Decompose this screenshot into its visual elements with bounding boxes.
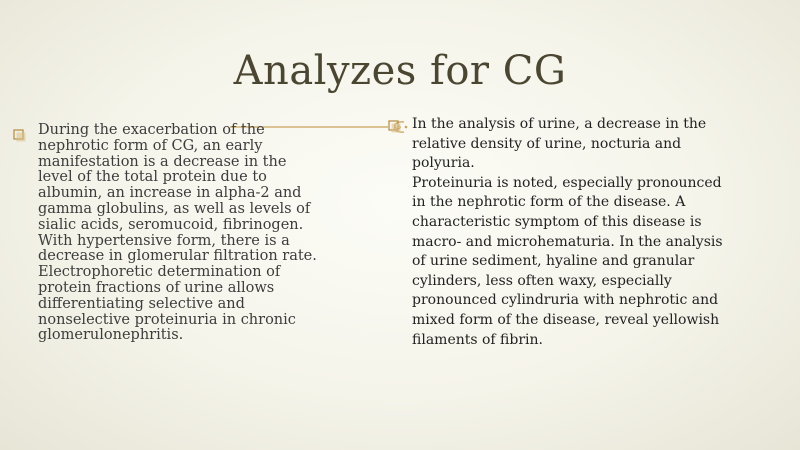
left-column [12, 123, 357, 344]
list-item [387, 115, 747, 350]
list-item [12, 123, 357, 344]
square-bullet-icon [12, 128, 26, 142]
left-bullet-text: During the exacerbation of the nephrotic form of CG, an early manifestation is a decrease in the level of the total protein due to albumin, an increase in alpha-2 and gamma globulins, as well as levels of sialic acids, seromucoid, fibrinogen. With hypertensive form, there is a decrease in glomerular filtration rate. Electrophoretic determination of protein fractions of urine allows differentiating selective and nonselective proteinuria in chronic glomerulonephritis. [38, 122, 317, 344]
square-bullet-icon [387, 119, 401, 133]
right-column [387, 115, 747, 350]
slide-title: Analyzes for CG [233, 48, 567, 94]
right-bullet-text: In the analysis of urine, a decrease in the relative density of urine, nocturia and polyuria. Proteinuria is noted, especially pronounced in the nephrotic form of the disease. A characteristic symptom of this disease is macro- and microhematuria. In the analysis of urine sediment, hyaline and granular cylinders, less often waxy, especially pronounced cylindruria with nephrotic and mixed form of the disease, reveal yellowish filaments of fibrin. [412, 116, 723, 348]
